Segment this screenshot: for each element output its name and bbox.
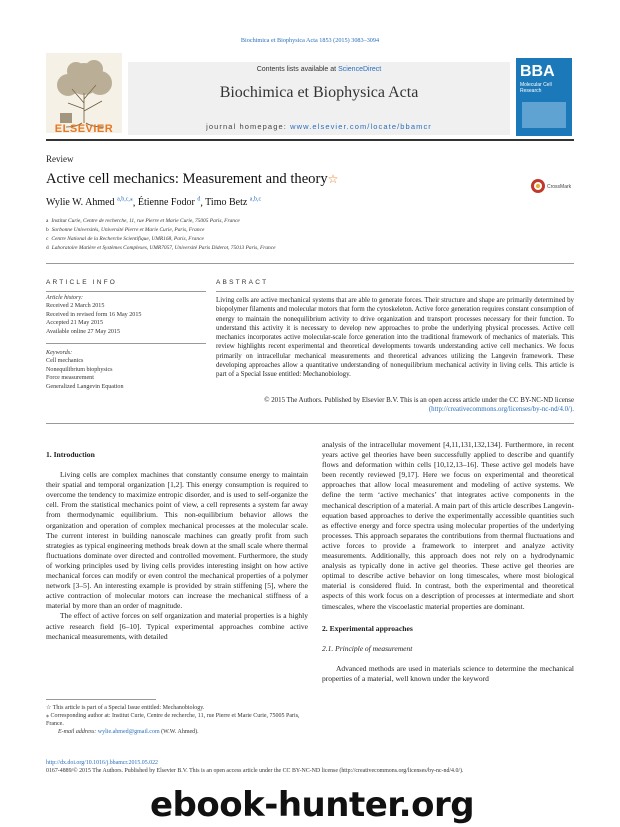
- principle-subheading: 2.1. Principle of measurement: [322, 643, 413, 653]
- body-right-column: [322, 440, 574, 684]
- abstract-copyright: © 2015 The Authors. Published by Elsevier B.V. This is an open access article under the CC BY-NC-ND license: [264, 397, 574, 404]
- cover-image: [522, 102, 566, 128]
- watermark-text: ebook-hunter.org: [150, 785, 475, 825]
- cover-logo: BBA: [520, 63, 555, 80]
- affiliation-b: b Sorbonne Universités, Université Pierre et Marie Curie, Paris, France: [46, 227, 205, 233]
- homepage-prefix: journal homepage:: [206, 122, 291, 131]
- intro-paragraph-2: The effect of active forces on self organization and material properties is a highly active research field [6–10]. Typical experimental approaches combine active mechanical measurements, with detailed: [46, 611, 308, 641]
- abstract-heading: ABSTRACT: [216, 279, 269, 286]
- journal-homepage: [128, 122, 510, 131]
- journal-cover: [516, 58, 572, 136]
- doi-link[interactable]: http://dx.doi.org/10.1016/j.bbamcr.2015.05.022: [46, 760, 158, 766]
- homepage-link[interactable]: www.elsevier.com/locate/bbamcr: [290, 122, 432, 131]
- doi-block: [46, 760, 463, 776]
- experimental-heading: 2. Experimental approaches: [322, 623, 413, 633]
- footnote-rule: [46, 699, 156, 700]
- contents-line: [128, 66, 510, 73]
- article-info-heading: ARTICLE INFO: [46, 279, 118, 286]
- footnote-special-issue: ☆ This article is part of a Special Issue entitled: Mechanobiology.: [46, 705, 205, 711]
- author-3[interactable]: Timo Betz $^{a,b,c}$: [205, 197, 262, 209]
- affiliation-d: d Laboratoire Matière et Systèmes Complexes, UMR7057, Université Paris Diderot, 75013 Paris, France: [46, 245, 276, 251]
- footnotes: [46, 704, 308, 736]
- abstract-rule: [216, 291, 574, 292]
- cover-subtitle: Molecular Cell Research: [520, 82, 552, 94]
- author-list: Wylie W. Ahmed $^{a,b,c,⁎}$, Étienne Fodor $^d$, Timo Betz $^{a,b,c}$: [46, 197, 262, 209]
- author-1[interactable]: Wylie W. Ahmed $^{a,b,c,⁎}$: [46, 197, 133, 209]
- elsevier-wordmark: ELSEVIER: [54, 123, 114, 135]
- license-line: 0167-4889/© 2015 The Authors. Published by Elsevier B.V. This is an open access article under the CC BY-NC-ND license (http://creativecommons.org/licenses/by-nc-nd/4.0/).: [46, 767, 464, 774]
- contents-prefix: Contents lists available at: [256, 66, 339, 73]
- keywords-rule: [46, 343, 206, 344]
- article-type: Review: [46, 154, 74, 164]
- article-info-rule: [46, 291, 206, 292]
- body-left-column: [46, 450, 308, 642]
- masthead-rule: [46, 139, 574, 141]
- intro-heading: 1. Introduction: [46, 450, 95, 459]
- elsevier-tree-logo: [46, 53, 122, 133]
- header-divider: [46, 263, 574, 264]
- abstract-divider: [46, 423, 574, 424]
- article-history: Article history: Received 2 March 2015 Received in revised form 16 May 2015 Accepted 21 May 2015 Available online 27 May 2015: [46, 295, 142, 335]
- keywords: Keywords: Cell mechanics Nonequilibrium biophysics Force measurement Generalized Langevin Equation: [46, 350, 124, 390]
- abstract-text: Living cells are active mechanical systems that are able to generate forces. Their structure and shape are primarily determined by biopolymer filaments and molecular motors that form the cytoskeleton. Active force generation requires constant consumption of energy to maintain the nonequilibrium activity to drive organization and transport processes necessary for their function. To understand this activity it is necessary to develop new approaches to probe the underlying physical processes. Active cell mechanics incorporates active molecular-scale force generation into the traditional framework of mechanics of materials. This review highlights recent experimental and theoretical developments towards understanding active cell mechanics. We focus primarily on intracellular mechanical measurements and theoretical advances utilizing the Langevin framework. These developing approaches allow a quantitative understanding of nonequilibrium mechanical activity in living cells. This article is part of a Special Issue entitled: Mechanobiology.: [216, 297, 574, 379]
- sciencedirect-link[interactable]: ScienceDirect: [338, 66, 382, 73]
- license-link[interactable]: (http://creativecommons.org/licenses/by-nc-nd/4.0/).: [428, 406, 574, 413]
- right-paragraph-1: analysis of the intracellular movement [4,11,131,132,134]. Furthermore, in recent years active gel theories have been successfully applied to describe and quantify flows and deformation within cells [10,12,13–16]. These active gel models have been recently reviewed [9,17]. Here we focus on experimental and theoretical approaches that allow local measurement and modeling of active systems. We define the term ‘active mechanics’ that integrates active components in the mechanical description of a material. A main part of this article describes Langevin-equation based approaches to derive the experimentally accessible quantities such as effective energy and force spectra using molecular properties of the underlying processes. This approach separates the contributions from thermal fluctuations and active forces to provide a framework to interpret and analyze activity measurements. Additionally, this approach does not rely on a hydrodynamic analysis as typically done in active gel theories. These active gel theories are optimal to describe active behavior on long timescales, where most biological material is considered fluid. In contrast, both the experimental and theoretical aspects of this work focus on a description of processes at intermediate and short timescales, where the viscoelastic material properties are dominant.: [322, 440, 574, 611]
- affiliation-c: c Centre National de la Recherche Scientifique, UMR168, Paris, France: [46, 236, 204, 242]
- crossmark-label: CrossMark: [547, 184, 572, 190]
- footnote-email: E-mail address: wylie.ahmed@gmail.com (W.W. Ahmed).: [58, 729, 199, 735]
- footnote-corresponding: ⁎ Corresponding author at: Institut Curie, Centre de recherche, 11, rue Pierre et Marie Curie, 75005 Paris, France.: [46, 713, 300, 727]
- paper-title: [46, 171, 338, 188]
- journal-title: Biochimica et Biophysica Acta: [219, 84, 419, 101]
- email-link[interactable]: wylie.ahmed@gmail.com: [97, 729, 160, 735]
- affiliation-a: a Institut Curie, Centre de recherche, 11, rue Pierre et Marie Curie, 75005 Paris, France: [46, 218, 240, 224]
- journal-citation[interactable]: Biochimica et Biophysica Acta 1853 (2015) 3083–3094: [240, 37, 380, 44]
- author-2[interactable]: Étienne Fodor $^d$: [137, 197, 201, 209]
- title-star-icon[interactable]: ☆: [327, 172, 339, 186]
- paper-title-text: Active cell mechanics: Measurement and theory: [46, 171, 328, 187]
- experimental-paragraph-1: Advanced methods are used in materials science to determine the mechanical properties of a material, well known under the keyword: [322, 663, 574, 683]
- intro-paragraph-1: Living cells are complex machines that constantly consume energy to maintain their spatial and temporal organization [1,2]. This energy consumption is required to overcome the tendency to maximize entropic disorder, and is used to self-organize the cell. From the statistical mechanics point of view, a cell represents a system far away from thermodynamic equilibrium. This non-equilibrium behavior allows the organization and operation of complex mechanical processes at the molecular scale. The current interest in building nanoscale machines can greatly profit from such strategies as typical engineering methods break down at the small scale where thermal fluctuations dominate over directed and controlled movement. Furthermore, the study of working principles used by living cells provides interesting insight on how active mechanical forces can modify or even control the mechanical properties of a polymer network [3–5]. An interesting example is provided by strain stiffening [5], where the active contraction of molecular motors can increase the mechanical stiffness of a material by more than an order of magnitude.: [46, 470, 308, 611]
